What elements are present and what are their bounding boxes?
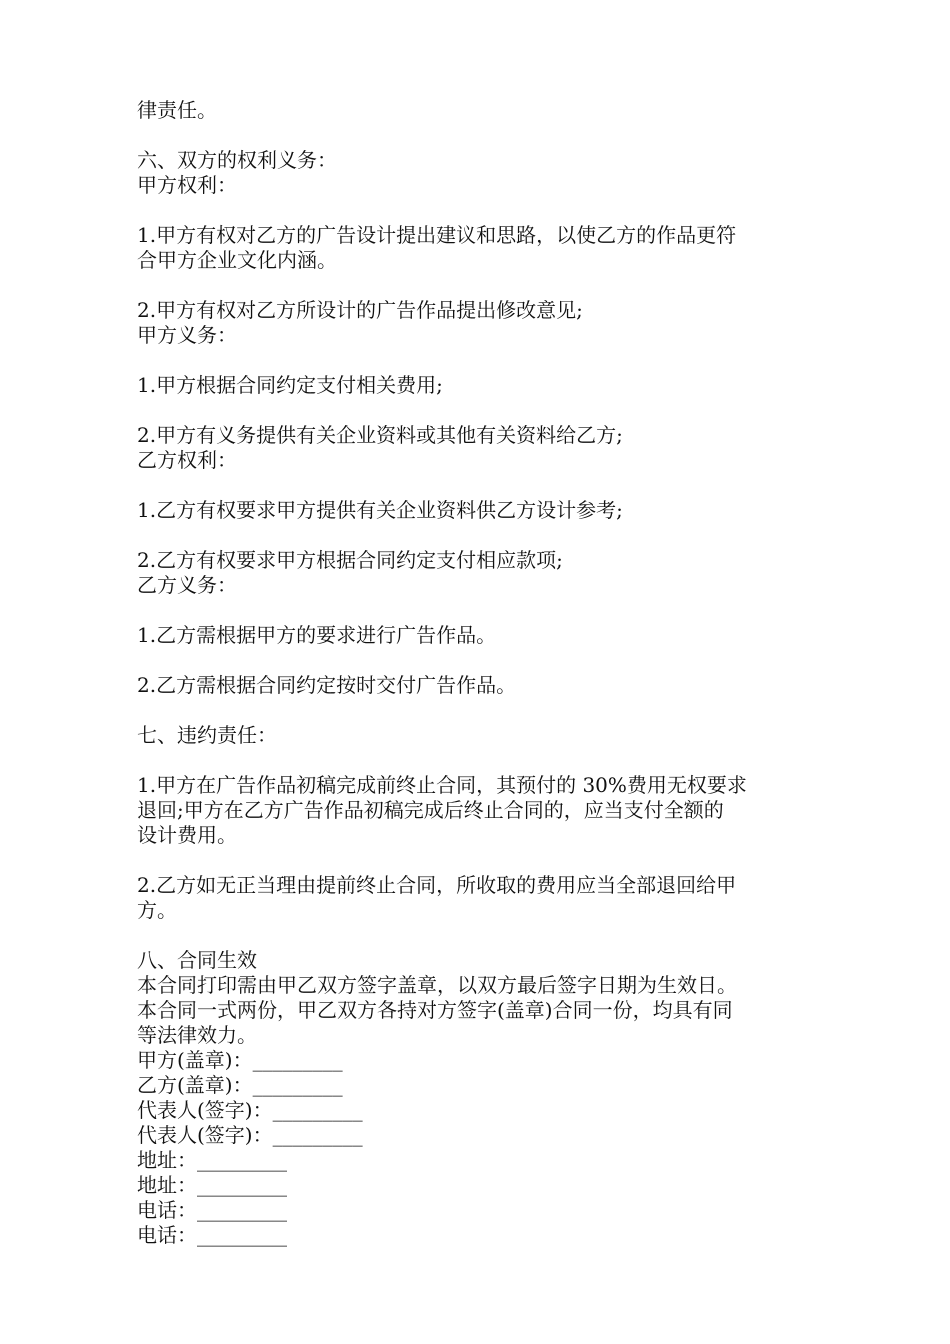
section-heading-effectiveness: 八、合同生效	[137, 948, 257, 972]
text-line: 律责任。	[137, 98, 217, 122]
paragraph-gap	[137, 648, 827, 673]
text-line: 1.乙方需根据甲方的要求进行广告作品。	[137, 623, 497, 647]
address-field: 地址：_________	[137, 1173, 287, 1197]
text-line: 1.甲方根据合同约定支付相关费用;	[137, 373, 443, 397]
paragraph-gap	[137, 598, 827, 623]
document-body	[137, 98, 827, 1248]
text-line: 2.乙方有权要求甲方根据合同约定支付相应款项;	[137, 548, 563, 572]
text-line: 2.甲方有权对乙方所设计的广告作品提出修改意见;	[137, 298, 583, 322]
signature-field-representative: 代表人(签字)：_________	[137, 1098, 363, 1122]
paragraph-gap	[137, 848, 827, 873]
text-line: 2.甲方有义务提供有关企业资料或其他有关资料给乙方;	[137, 423, 623, 447]
paragraph-gap	[137, 198, 827, 223]
text-line: 本合同一式两份，甲乙双方各持对方签字(盖章)合同一份，均具有同	[137, 998, 733, 1022]
section-heading-rights-obligations: 六、双方的权利义务：	[137, 148, 337, 172]
text-line: 2.乙方如无正当理由提前终止合同，所收取的费用应当全部退回给甲	[137, 873, 737, 897]
phone-field: 电话：_________	[137, 1223, 287, 1247]
subheading-party-a-rights: 甲方权利：	[137, 173, 237, 197]
text-line: 合甲方企业文化内涵。	[137, 248, 337, 272]
text-line: 退回;甲方在乙方广告作品初稿完成后终止合同的，应当支付全额的	[137, 798, 724, 822]
address-field: 地址：_________	[137, 1148, 287, 1172]
paragraph-gap	[137, 398, 827, 423]
paragraph-gap	[137, 273, 827, 298]
section-heading-breach-liability: 七、违约责任：	[137, 723, 277, 747]
subheading-party-a-obligations: 甲方义务：	[137, 323, 237, 347]
subheading-party-b-rights: 乙方权利：	[137, 448, 237, 472]
paragraph-gap	[137, 698, 827, 723]
text-line: 2.乙方需根据合同约定按时交付广告作品。	[137, 673, 517, 697]
signature-field-party-a-seal: 甲方(盖章)：_________	[137, 1048, 343, 1072]
paragraph-gap	[137, 348, 827, 373]
text-line: 1.甲方有权对乙方的广告设计提出建议和思路，以使乙方的作品更符	[137, 223, 737, 247]
text-line: 方。	[137, 898, 177, 922]
paragraph-gap	[137, 523, 827, 548]
subheading-party-b-obligations: 乙方义务：	[137, 573, 237, 597]
signature-field-representative: 代表人(签字)：_________	[137, 1123, 363, 1147]
phone-field: 电话：_________	[137, 1198, 287, 1222]
text-line: 1.甲方在广告作品初稿完成前终止合同，其预付的 30%费用无权要求	[137, 773, 747, 797]
text-line: 1.乙方有权要求甲方提供有关企业资料供乙方设计参考;	[137, 498, 623, 522]
text-line: 等法律效力。	[137, 1023, 257, 1047]
text-line: 设计费用。	[137, 823, 237, 847]
paragraph-gap	[137, 923, 827, 948]
signature-field-party-b-seal: 乙方(盖章)：_________	[137, 1073, 343, 1097]
text-line: 本合同打印需由甲乙双方签字盖章，以双方最后签字日期为生效日。	[137, 973, 737, 997]
paragraph-gap	[137, 473, 827, 498]
paragraph-gap	[137, 123, 827, 148]
paragraph-gap	[137, 748, 827, 773]
